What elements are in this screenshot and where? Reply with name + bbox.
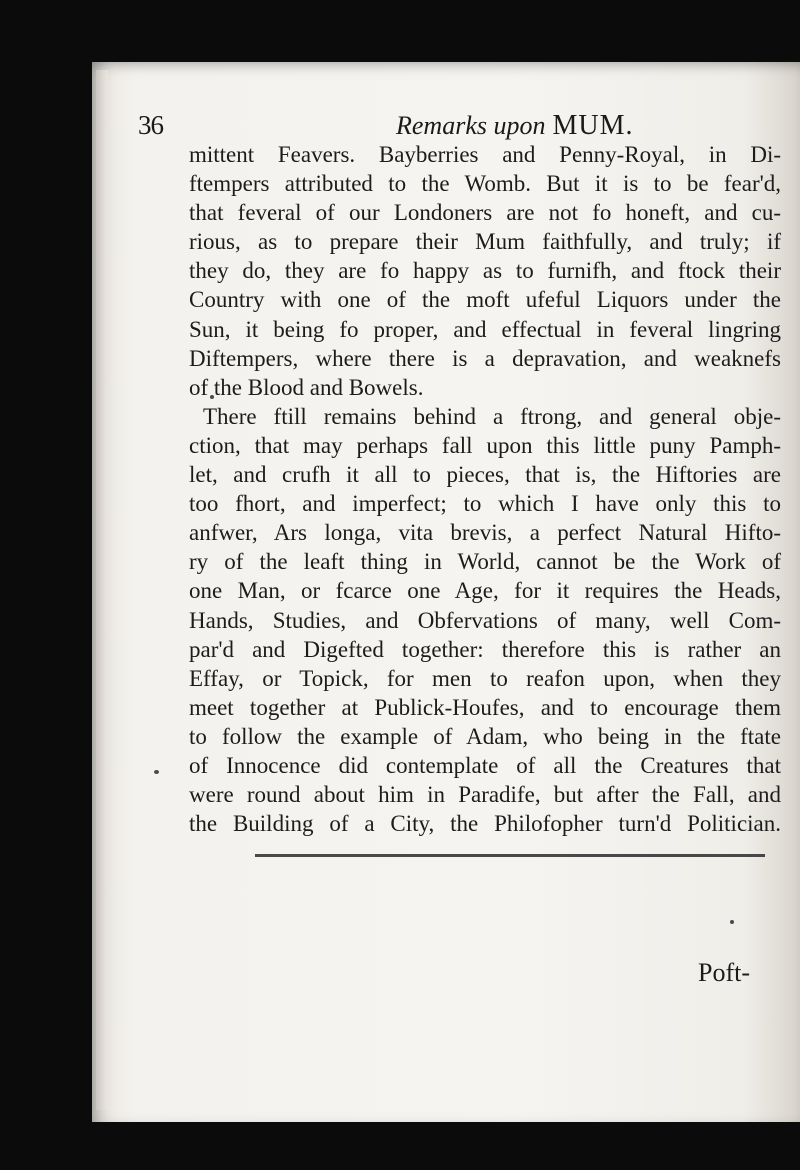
text-line: Effay, or Topick, for men to reafon upon, when they [189, 665, 781, 691]
text-line: rious, as to prepare their Mum faithfully, and truly; if [189, 229, 781, 255]
text-line: ction, that may perhaps fall upon this little puny Pamph- [189, 432, 781, 458]
page-gutter-edge [96, 70, 108, 1110]
text-line: Diftempers, where there is a depravation, and weaknefs [189, 345, 781, 371]
text-line: Hands, Studies, and Obfervations of many, well Com- [189, 607, 781, 633]
running-head [396, 110, 634, 142]
text-line: that feveral of our Londoners are not fo honeft, and cu- [189, 200, 781, 226]
text-line: were round about him in Paradife, but after the Fall, and [189, 782, 781, 808]
text-line: too fhort, and imperfect; to which I have only this to [189, 491, 781, 517]
text-line: Sun, it being fo proper, and effectual in feveral lingring [189, 316, 781, 342]
text-line: meet together at Publick-Houfes, and to encourage them [189, 694, 781, 720]
page-number: 36 [138, 110, 163, 140]
body-text [189, 140, 781, 838]
text-line: Country with one of the moft ufeful Liquors under the [189, 287, 781, 313]
text-line: let, and crufh it all to pieces, that is, the Hiftories are [189, 462, 781, 488]
text-line: of Innocence did contemplate of all the Creatures that [189, 752, 781, 778]
catchword: Poft- [698, 958, 750, 987]
text-line: they do, they are fo happy as to furnifh, and ftock their [189, 258, 781, 284]
text-line: mittent Feavers. Bayberries and Penny-Royal, in Di- [189, 142, 781, 167]
text-line: anfwer, Ars longa, vita brevis, a perfect Natural Hifto- [189, 520, 781, 546]
divider-rule [255, 854, 765, 857]
text-line: to follow the example of Adam, who being in the ftate [189, 723, 781, 749]
text-line: ry of the leaft thing in World, cannot be the Work of [189, 549, 781, 575]
running-head-title: MUM. [552, 110, 634, 141]
text-line: the Building of a City, the Philofopher turn'd Politician. [189, 811, 781, 837]
text-line: ftempers attributed to the Womb. But it is to be fear'd, [189, 171, 781, 197]
text-line: one Man, or fcarce one Age, for it requires the Heads, [189, 578, 781, 604]
text-line: par'd and Digefted together: therefore this is rather an [189, 636, 781, 662]
running-head-italic: Remarks upon [396, 111, 546, 140]
ink-speck [154, 770, 159, 774]
ink-speck [730, 920, 734, 924]
text-line: of the Blood and Bowels. [189, 374, 424, 400]
text-line: There ftill remains behind a ftrong, and general obje- [203, 403, 781, 429]
